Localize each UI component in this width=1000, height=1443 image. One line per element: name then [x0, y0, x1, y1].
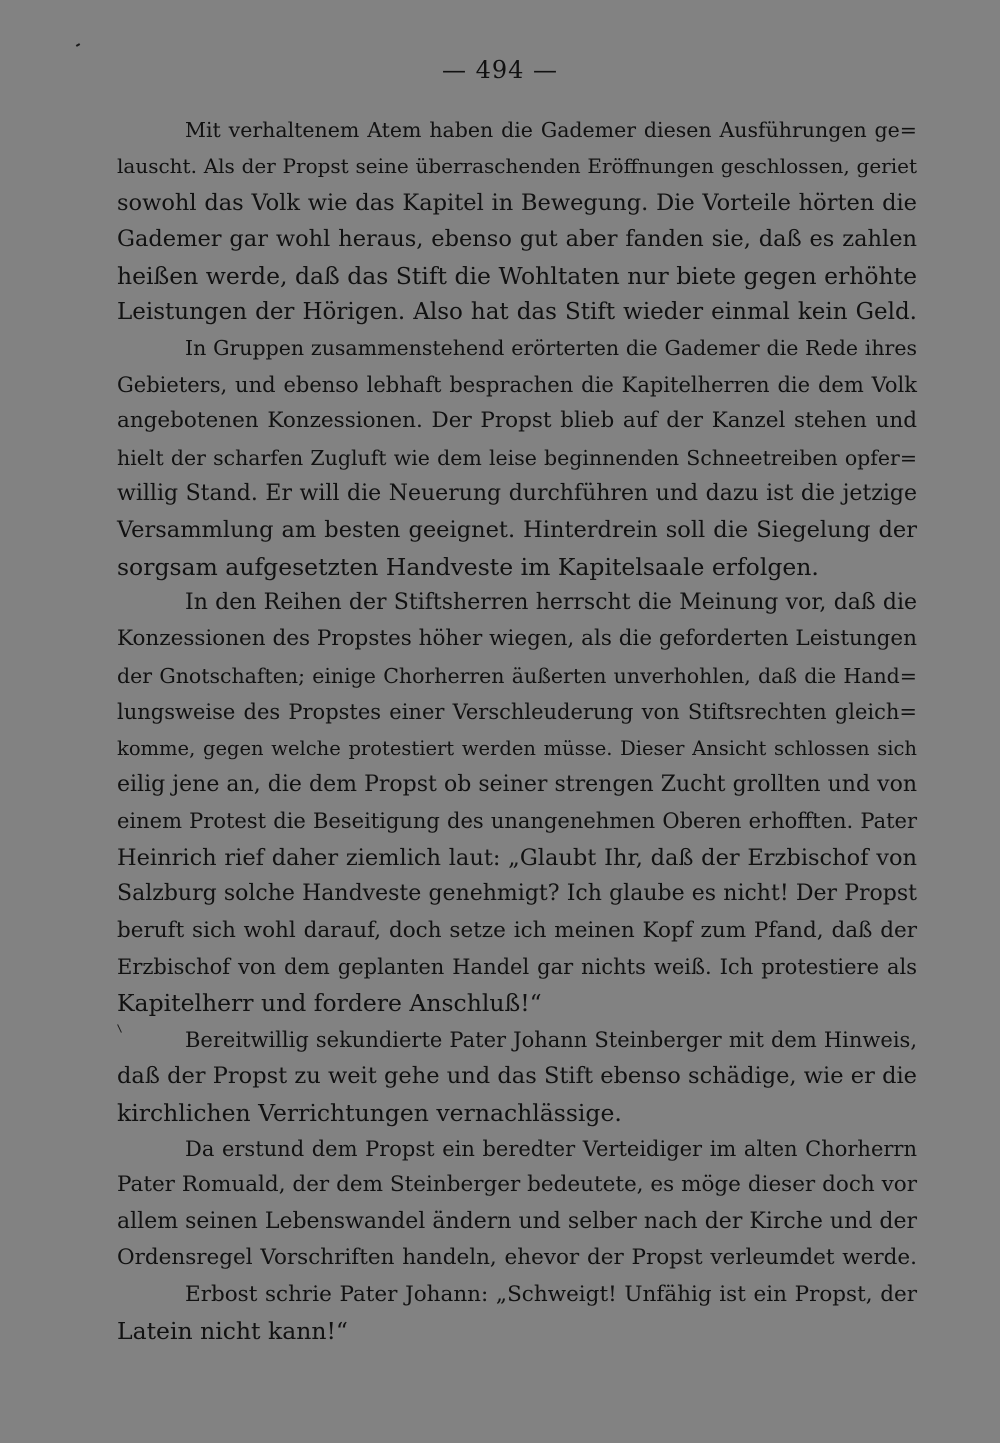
page-number: — 494 —	[441, 56, 559, 84]
text-line: Heinrich rief daher ziemlich laut: „Glaubt Ihr, daß der Erzbischof von	[117, 844, 917, 871]
text-line: lungsweise des Propstes einer Verschleuderung von Stiftsrechten gleich=	[117, 700, 917, 725]
paragraph-1	[117, 112, 917, 330]
text-line: In Gruppen zusammenstehend erörterten die Gademer die Rede ihres	[185, 336, 917, 361]
paragraph-6	[117, 1277, 917, 1350]
scan-speck-top-left	[76, 43, 80, 47]
text-line: In den Reihen der Stiftsherren herrscht die Meinung vor, daß die	[185, 590, 917, 616]
text-line: hielt der scharfen Zugluft wie dem leise beginnenden Schneetreiben opfer=	[117, 445, 917, 470]
text-line: Gademer gar wohl heraus, ebenso gut aber fanden sie, daß es zahlen	[117, 226, 917, 253]
text-line: Kapitelherr und fordere Anschluß!“	[117, 989, 542, 1018]
text-line: sorgsam aufgesetzten Handveste im Kapitelsaale erfolgen.	[117, 552, 819, 581]
paragraph-2	[117, 330, 917, 585]
text-line: Versammlung am besten geeignet. Hinterdrein soll die Siegelung der	[117, 517, 917, 544]
text-line: Erzbischof von dem geplanten Handel gar nichts weiß. Ich protestiere als	[117, 954, 917, 979]
text-line: eilig jene an, die dem Propst ob seiner strengen Zucht grollten und von	[117, 772, 917, 798]
text-line: Leistungen der Hörigen. Also hat das Stift wieder einmal kein Geld.	[117, 298, 917, 325]
text-line: Da erstund dem Propst ein beredter Verteidiger im alten Chorherrn	[185, 1136, 917, 1161]
text-line: Salzburg solche Handveste genehmigt? Ich glaube es nicht! Der Propst	[117, 881, 917, 907]
text-line: daß der Propst zu weit gehe und das Stift ebenso schädige, wie er die	[117, 1063, 917, 1090]
text-line: Gebieters, und ebenso lebhaft besprachen die Kapitelherren die dem Volk	[117, 372, 917, 397]
text-line: Mit verhaltenem Atem haben die Gademer diesen Ausführungen ge=	[185, 118, 917, 142]
text-line: einem Protest die Beseitigung des unangenehmen Oberen erhofften. Pater	[117, 809, 917, 834]
text-line: Ordensregel Vorschriften handeln, ehevor der Propst verleumdet werde.	[117, 1245, 917, 1271]
text-line: beruft sich wohl darauf, doch setze ich meinen Kopf zum Pfand, daß der	[117, 917, 917, 943]
text-line: Latein nicht kann!“	[117, 1316, 348, 1345]
text-line: sowohl das Volk wie das Kapitel in Bewegung. Die Vorteile hörten die	[117, 189, 917, 216]
text-line: Konzessionen des Propstes höher wiegen, als die geforderten Leistungen	[117, 626, 917, 652]
text-line: Bereitwillig sekundierte Pater Johann Steinberger mit dem Hinweis,	[185, 1027, 917, 1052]
body-text	[117, 112, 917, 1349]
text-line: heißen werde, daß das Stift die Wohltaten nur biete gegen erhöhte	[117, 261, 917, 290]
text-line: lauscht. Als der Propst seine überraschenden Eröffnungen geschlossen, geriet	[117, 154, 917, 179]
text-line: kirchlichen Verrichtungen vernachlässige.	[117, 1098, 622, 1127]
text-line: Pater Romuald, der dem Steinberger bedeutete, es möge dieser doch vor	[117, 1172, 917, 1198]
text-line: der Gnotschaften; einige Chorherren äußerten unverhohlen, daß die Hand=	[117, 663, 917, 688]
paragraph-3	[117, 585, 917, 1022]
text-line: Erbost schrie Pater Johann: „Schweigt! Unfähig ist ein Propst, der	[185, 1281, 917, 1307]
text-line: komme, gegen welche protestiert werden müsse. Dieser Ansicht schlossen sich	[117, 736, 917, 760]
paragraph-5	[117, 1131, 917, 1277]
text-line: allem seinen Lebenswandel ändern und selber nach der Kirche und der	[117, 1208, 917, 1234]
text-line: willig Stand. Er will die Neuerung durchführen und dazu ist die jetzige	[117, 480, 917, 506]
text-line: angebotenen Konzessionen. Der Propst blieb auf der Kanzel stehen und	[117, 408, 917, 434]
paragraph-4	[117, 1022, 917, 1131]
